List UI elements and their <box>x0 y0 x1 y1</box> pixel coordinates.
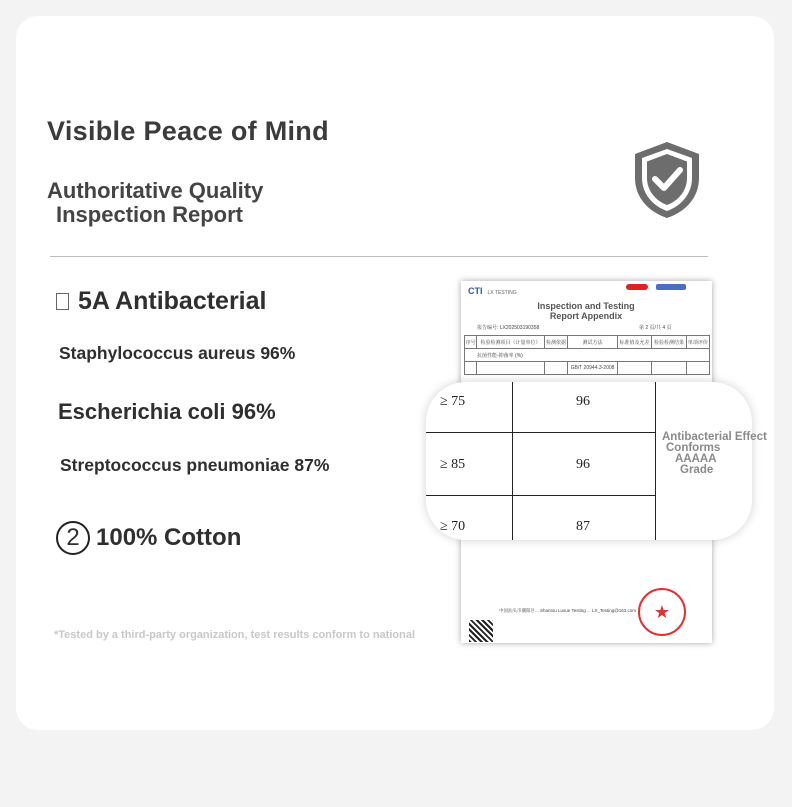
report-qr-code <box>469 620 493 642</box>
table-divider <box>655 382 656 540</box>
report-page: 第 2 页/共 4 页 <box>639 325 672 331</box>
table-divider <box>426 495 655 496</box>
report-cma-logo <box>626 284 648 290</box>
report-footer: 中国汕头市潮阳区... Shantou Luxue Testing ... LX_Testing@163.com <box>499 608 637 613</box>
row-2-threshold: ≥ 85 <box>440 457 466 472</box>
antibacterial-label: 5A Antibacterial <box>78 287 267 315</box>
feature-antibacterial-title <box>56 287 266 316</box>
magnified-result-table <box>426 382 767 540</box>
stat-staphylococcus: Staphylococcus aureus 96% <box>59 343 296 363</box>
row-1-value: 96 <box>576 394 590 409</box>
report-number: 报告编号: LX202503190358 <box>477 325 540 331</box>
subtitle-line-2: Inspection Report <box>56 202 244 227</box>
shield-check-icon <box>633 140 701 220</box>
page-subtitle <box>47 179 263 227</box>
feature-cotton <box>56 521 241 555</box>
table-divider <box>512 382 513 540</box>
number-two-icon: 2 <box>56 521 90 555</box>
report-table: 序号 检验检测项目（计量单位） 检测依据 测试方法 标准值及允差 检验检测结果 单项评价 抗菌性能-抑菌率 (%) GB/T 20944.3-2008 <box>464 335 710 375</box>
table-divider <box>426 432 655 433</box>
result-text: Antibacterial Effect Conforms AAAAA Grade <box>662 431 767 476</box>
bullet-box-icon <box>56 293 69 310</box>
report-cnas-logo <box>656 284 686 290</box>
row-1-threshold: ≥ 75 <box>440 394 466 409</box>
cotton-label: 100% Cotton <box>96 524 242 551</box>
footnote: *Tested by a third-party organization, test results conform to national <box>54 629 416 641</box>
stat-escherichia: Escherichia coli 96% <box>58 399 276 424</box>
row-2-value: 96 <box>576 457 590 472</box>
divider <box>50 256 708 257</box>
row-3-value: 87 <box>576 519 590 534</box>
row-3-threshold: ≥ 70 <box>440 519 466 534</box>
stat-streptococcus: Streptococcus pneumoniae 87% <box>60 455 330 475</box>
page-title: Visible Peace of Mind <box>47 116 329 146</box>
subtitle-line-1: Authoritative Quality <box>47 178 264 203</box>
report-brand-logo: CTI LX TESTING <box>468 286 517 296</box>
report-title: Inspection and Testing Report Appendix <box>537 301 635 321</box>
report-stamp: ★ <box>638 588 686 636</box>
